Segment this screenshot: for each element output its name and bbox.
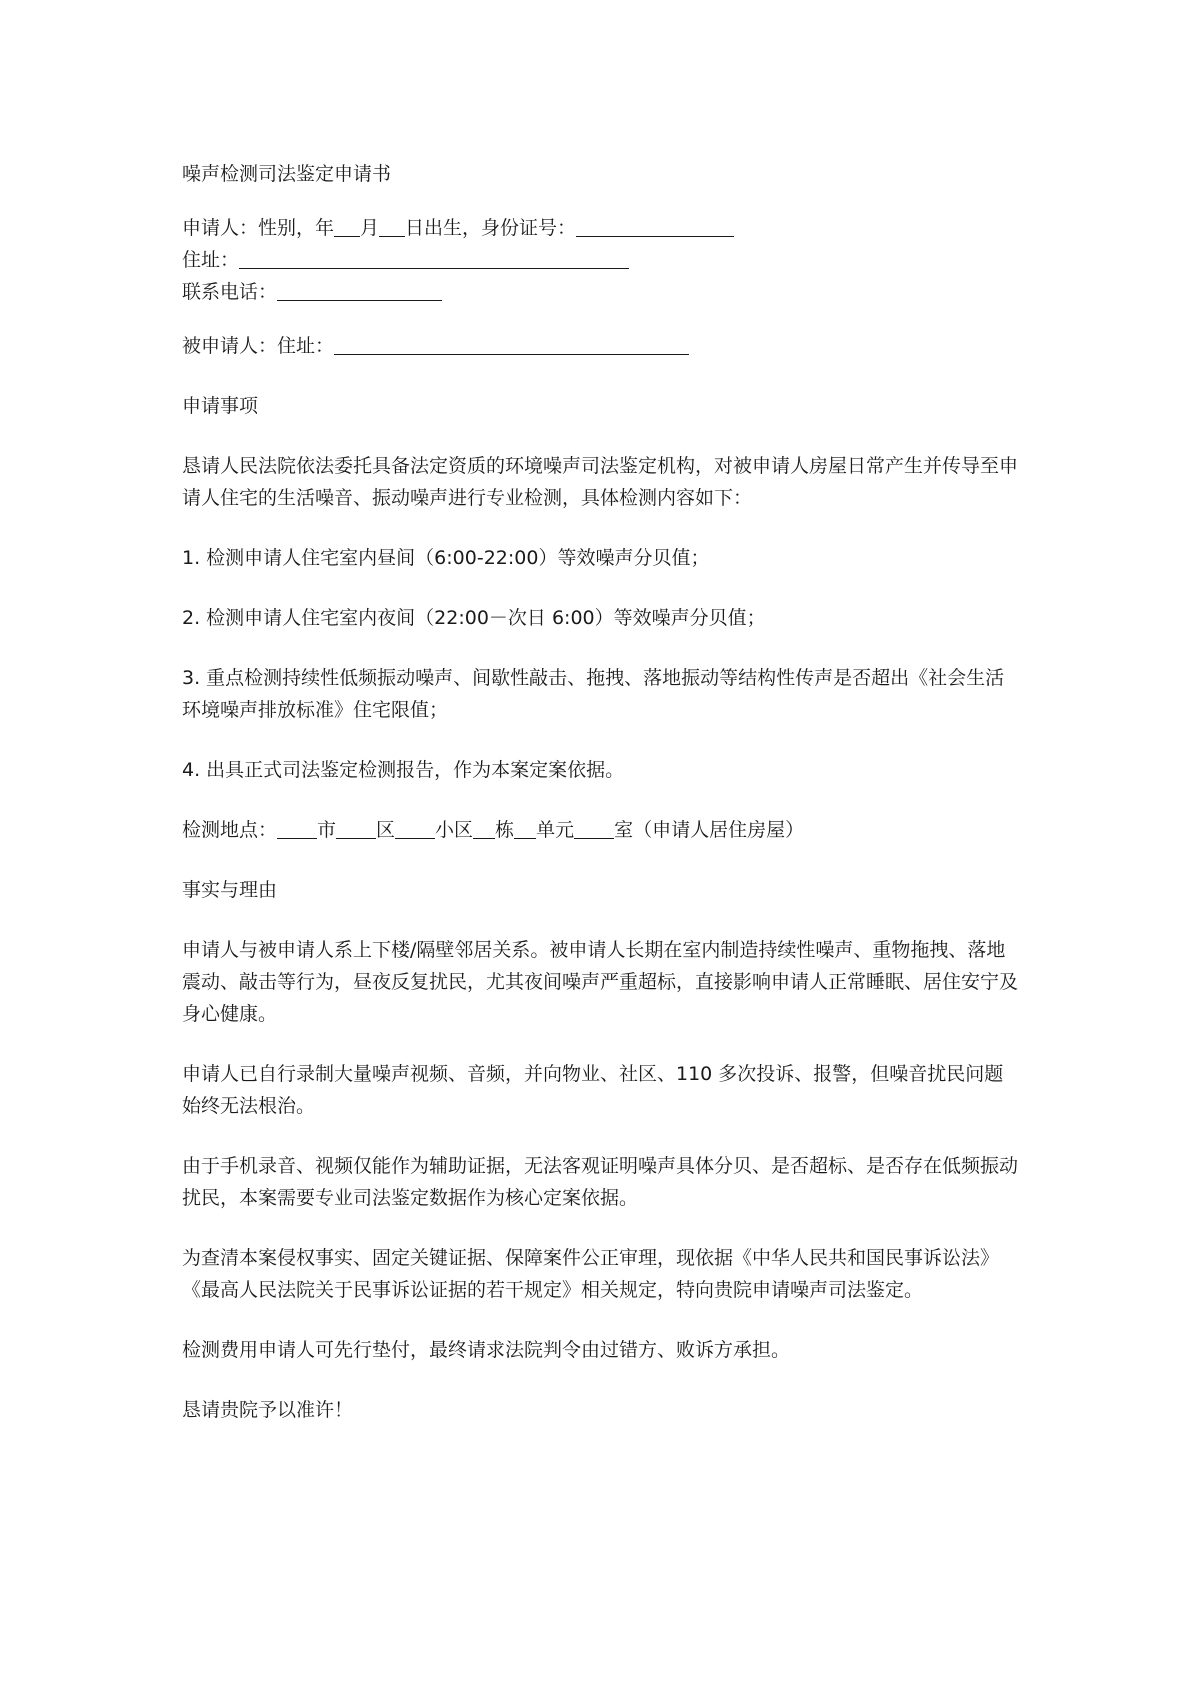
id-number-blank (576, 216, 734, 237)
respondent-address-blank (334, 334, 689, 355)
facts-paragraph-3: 由于手机录音、视频仅能作为辅助证据，无法客观证明噪声具体分贝、是否超标、是否存在低频振动扰民，本案需要专业司法鉴定数据作为核心定案依据。 (182, 1155, 1019, 1209)
city-blank (277, 818, 317, 839)
address-blank (239, 248, 629, 269)
community-label: 小区 (435, 819, 474, 841)
document-body (182, 158, 1022, 1426)
applicant-info-line (182, 212, 1022, 244)
request-item-3: 3. 重点检测持续性低频振动噪声、间歇性敲击、拖拽、落地振动等结构性传声是否超出《社会生活环境噪声排放标准》住宅限值； (182, 667, 1005, 721)
facts-paragraph-1: 申请人与被申请人系上下楼/隔壁邻居关系。被申请人长期在室内制造持续性噪声、重物拖拽、落地震动、敲击等行为，昼夜反复扰民，尤其夜间噪声严重超标，直接影响申请人正常睡眠、居住安宁及身心健康。 (182, 939, 1019, 1025)
district-label: 区 (376, 819, 396, 841)
document-title: 噪声检测司法鉴定申请书 (182, 163, 392, 185)
id-label: 日出生，身份证号： (405, 217, 577, 239)
applicant-address-line (182, 244, 1022, 276)
facts-paragraph-6: 恳请贵院予以准许！ (182, 1399, 354, 1421)
building-blank (473, 818, 495, 839)
facts-paragraph-2: 申请人已自行录制大量噪声视频、音频，并向物业、社区、110 多次投诉、报警，但噪音扰民问题始终无法根治。 (182, 1063, 1004, 1117)
building-label: 栋 (495, 819, 515, 841)
request-intro: 恳请人民法院依法委托具备法定资质的环境噪声司法鉴定机构，对被申请人房屋日常产生并传导至申请人住宅的生活噪音、振动噪声进行专业检测，具体检测内容如下： (182, 455, 1019, 509)
request-item-1: 1. 检测申请人住宅室内昼间（6:00-22:00）等效噪声分贝值； (182, 547, 710, 569)
facts-heading: 事实与理由 (182, 879, 278, 901)
month-blank (334, 216, 360, 237)
location-label: 检测地点： (182, 819, 278, 841)
request-heading: 申请事项 (182, 395, 259, 417)
city-label: 市 (317, 819, 337, 841)
unit-label: 单元 (536, 819, 575, 841)
facts-paragraph-5: 检测费用申请人可先行垫付，最终请求法院判令由过错方、败诉方承担。 (182, 1339, 791, 1361)
address-label: 住址： (182, 249, 240, 271)
community-blank (395, 818, 435, 839)
room-label: 室（申请人居住房屋） (614, 819, 805, 841)
room-blank (574, 818, 614, 839)
phone-label: 联系电话： (182, 281, 278, 303)
month-label: 月 (360, 217, 380, 239)
unit-blank (514, 818, 536, 839)
request-item-2: 2. 检测申请人住宅室内夜间（22:00－次日 6:00）等效噪声分贝值； (182, 607, 766, 629)
applicant-phone-line (182, 276, 1022, 308)
respondent-line (182, 330, 1022, 362)
request-item-4: 4. 出具正式司法鉴定检测报告，作为本案定案依据。 (182, 759, 625, 781)
phone-blank (277, 280, 442, 301)
district-blank (336, 818, 376, 839)
location-line (182, 814, 1022, 846)
applicant-label: 申请人：性别，年 (182, 217, 335, 239)
facts-paragraph-4: 为查清本案侵权事实、固定关键证据、保障案件公正审理，现依据《中华人民共和国民事诉讼法》《最高人民法院关于民事诉讼证据的若干规定》相关规定，特向贵院申请噪声司法鉴定。 (182, 1247, 1000, 1301)
day-blank (379, 216, 405, 237)
respondent-label: 被申请人：住址： (182, 335, 335, 357)
